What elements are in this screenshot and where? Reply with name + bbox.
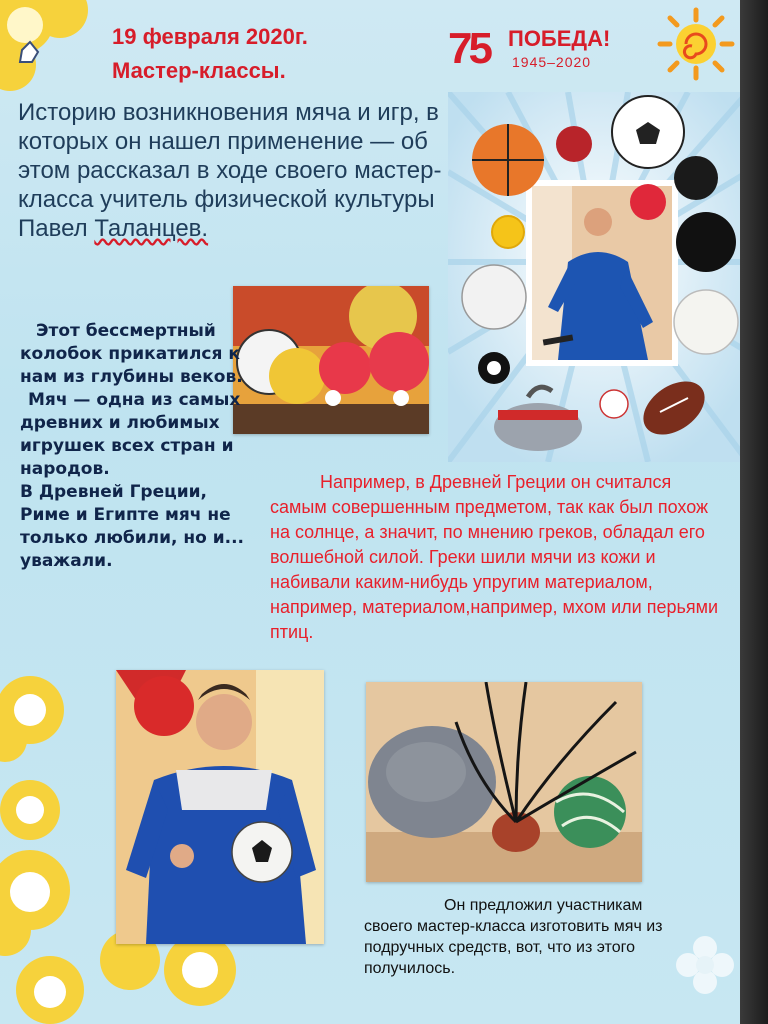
left-paragraph-2: Мяч — одна из самых древних и любимых игрушек всех стран и народов. — [20, 390, 241, 479]
balls-photo — [233, 286, 429, 434]
intro-text: Историю возникновения мяча и игр, в которых он нашел применение — об этом рассказал в ходе своего мастер-класса учитель физической культуры Павел — [18, 99, 442, 242]
teacher-photo-with-balls — [448, 92, 740, 462]
flower-decoration-icon — [670, 930, 740, 1000]
teacher-surname: Таланцев. — [94, 215, 209, 242]
flower-decoration-icon — [0, 0, 110, 110]
victory-number: 75 — [448, 24, 489, 73]
event-date: 19 февраля 2020г. — [112, 24, 308, 49]
handmade-balls-photo — [366, 682, 642, 882]
red-paragraph: Например, в Древней Греции он считался самым совершенным предметом, так как был похож на солнце, а значит, по мнению греков, обладал его волшебной силой. Греки шили мячи из кожи и набивали каким-нибудь упругим материалом, например, материалом,например, мхом или перьями птиц. — [270, 472, 719, 642]
intro-paragraph — [18, 98, 448, 243]
victory-word: ПОБЕДА! — [508, 26, 611, 51]
teacher-holding-ball-photo — [116, 670, 324, 944]
screen-frame-edge — [740, 0, 768, 1024]
left-paragraph-3: В Древней Греции, Риме и Египте мяч не только любили, но и... уважали. — [20, 482, 244, 571]
victory-years: 1945–2020 — [512, 54, 592, 70]
left-paragraph-1: Этот бессмертный колобок прикатился к нам из глубины веков. — [20, 321, 243, 387]
event-subtitle: Мастер-классы. — [112, 58, 286, 83]
bottom-paragraph: Он предложил участникам своего мастер-класса изготовить мяч из подручных средств, вот, что из этого получилось. — [364, 897, 663, 977]
left-bold-column — [20, 320, 245, 573]
page-title — [112, 20, 308, 88]
victory-logo — [448, 18, 648, 78]
sun-icon — [648, 4, 740, 84]
